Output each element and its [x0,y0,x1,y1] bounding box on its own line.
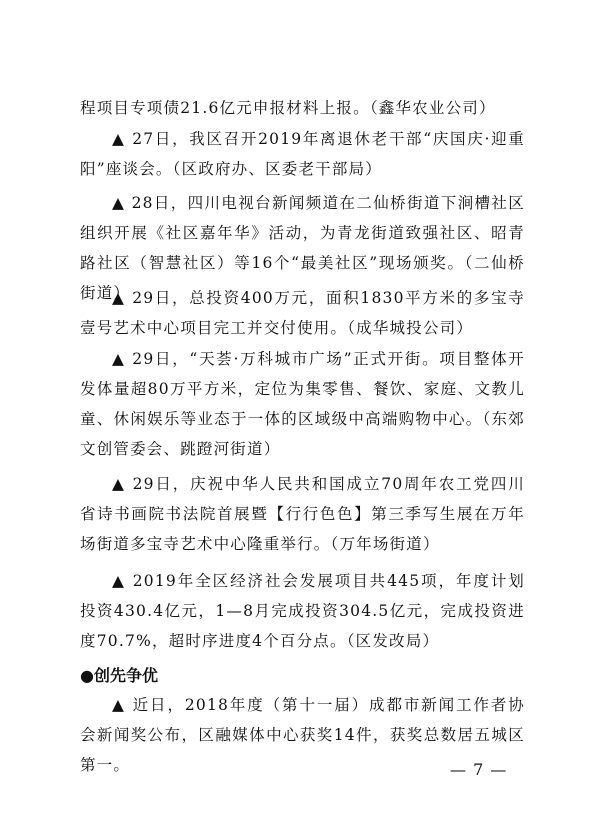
paragraph-item: ▲ 27日，我区召开2019年离退休老干部“庆国庆·迎重阳”座谈会。（区政府办、区委老干部局） [80,130,525,178]
paragraph-item: ▲ 近日，2018年度（第十一届）成都市新闻工作者协会新闻奖公布，区融媒体中心获奖14件，获奖总数居五城区第一。 [80,696,525,774]
section-heading: ●创先争优 [80,666,158,685]
paragraph-continuation: 程项目专项债21.6亿元申报材料上报。（鑫华农业公司） [80,99,496,117]
page-number: — 7 — [450,760,508,779]
paragraph-item: ▲ 28日，四川电视台新闻频道在二仙桥街道下涧槽社区组织开展《社区嘉年华》活动，为青龙街道致强社区、昭青路社区（智慧社区）等16个“最美社区”现场颁奖。（二仙桥街道） [80,194,525,302]
paragraph-item: ▲ 29日，总投资400万元，面积1830平方米的多宝寺壹号艺术中心项目完工并交付使用。（成华城投公司） [80,289,525,337]
paragraph-item: ▲ 29日，“天荟·万科城市广场”正式开街。项目整体开发体量超80万平方米，定位为集零售、餐饮、家庭、文教儿童、休闲娱乐等业态于一体的区域级中高端购物中心。（东郊文创管委会、跳蹬河街道） [80,350,525,458]
paragraph-item: ▲ 2019年全区经济社会发展项目共445项，年度计划投资430.4亿元，1—8月完成投资304.5亿元，完成投资进度70.7%，超时序进度4个百分点。（区发改局） [80,572,525,650]
paragraph-item: ▲ 29日，庆祝中华人民共和国成立70周年农工党四川省诗书画院书法院首展暨【行行色色】第三季写生展在万年场街道多宝寺艺术中心隆重举行。（万年场街道） [80,475,525,553]
